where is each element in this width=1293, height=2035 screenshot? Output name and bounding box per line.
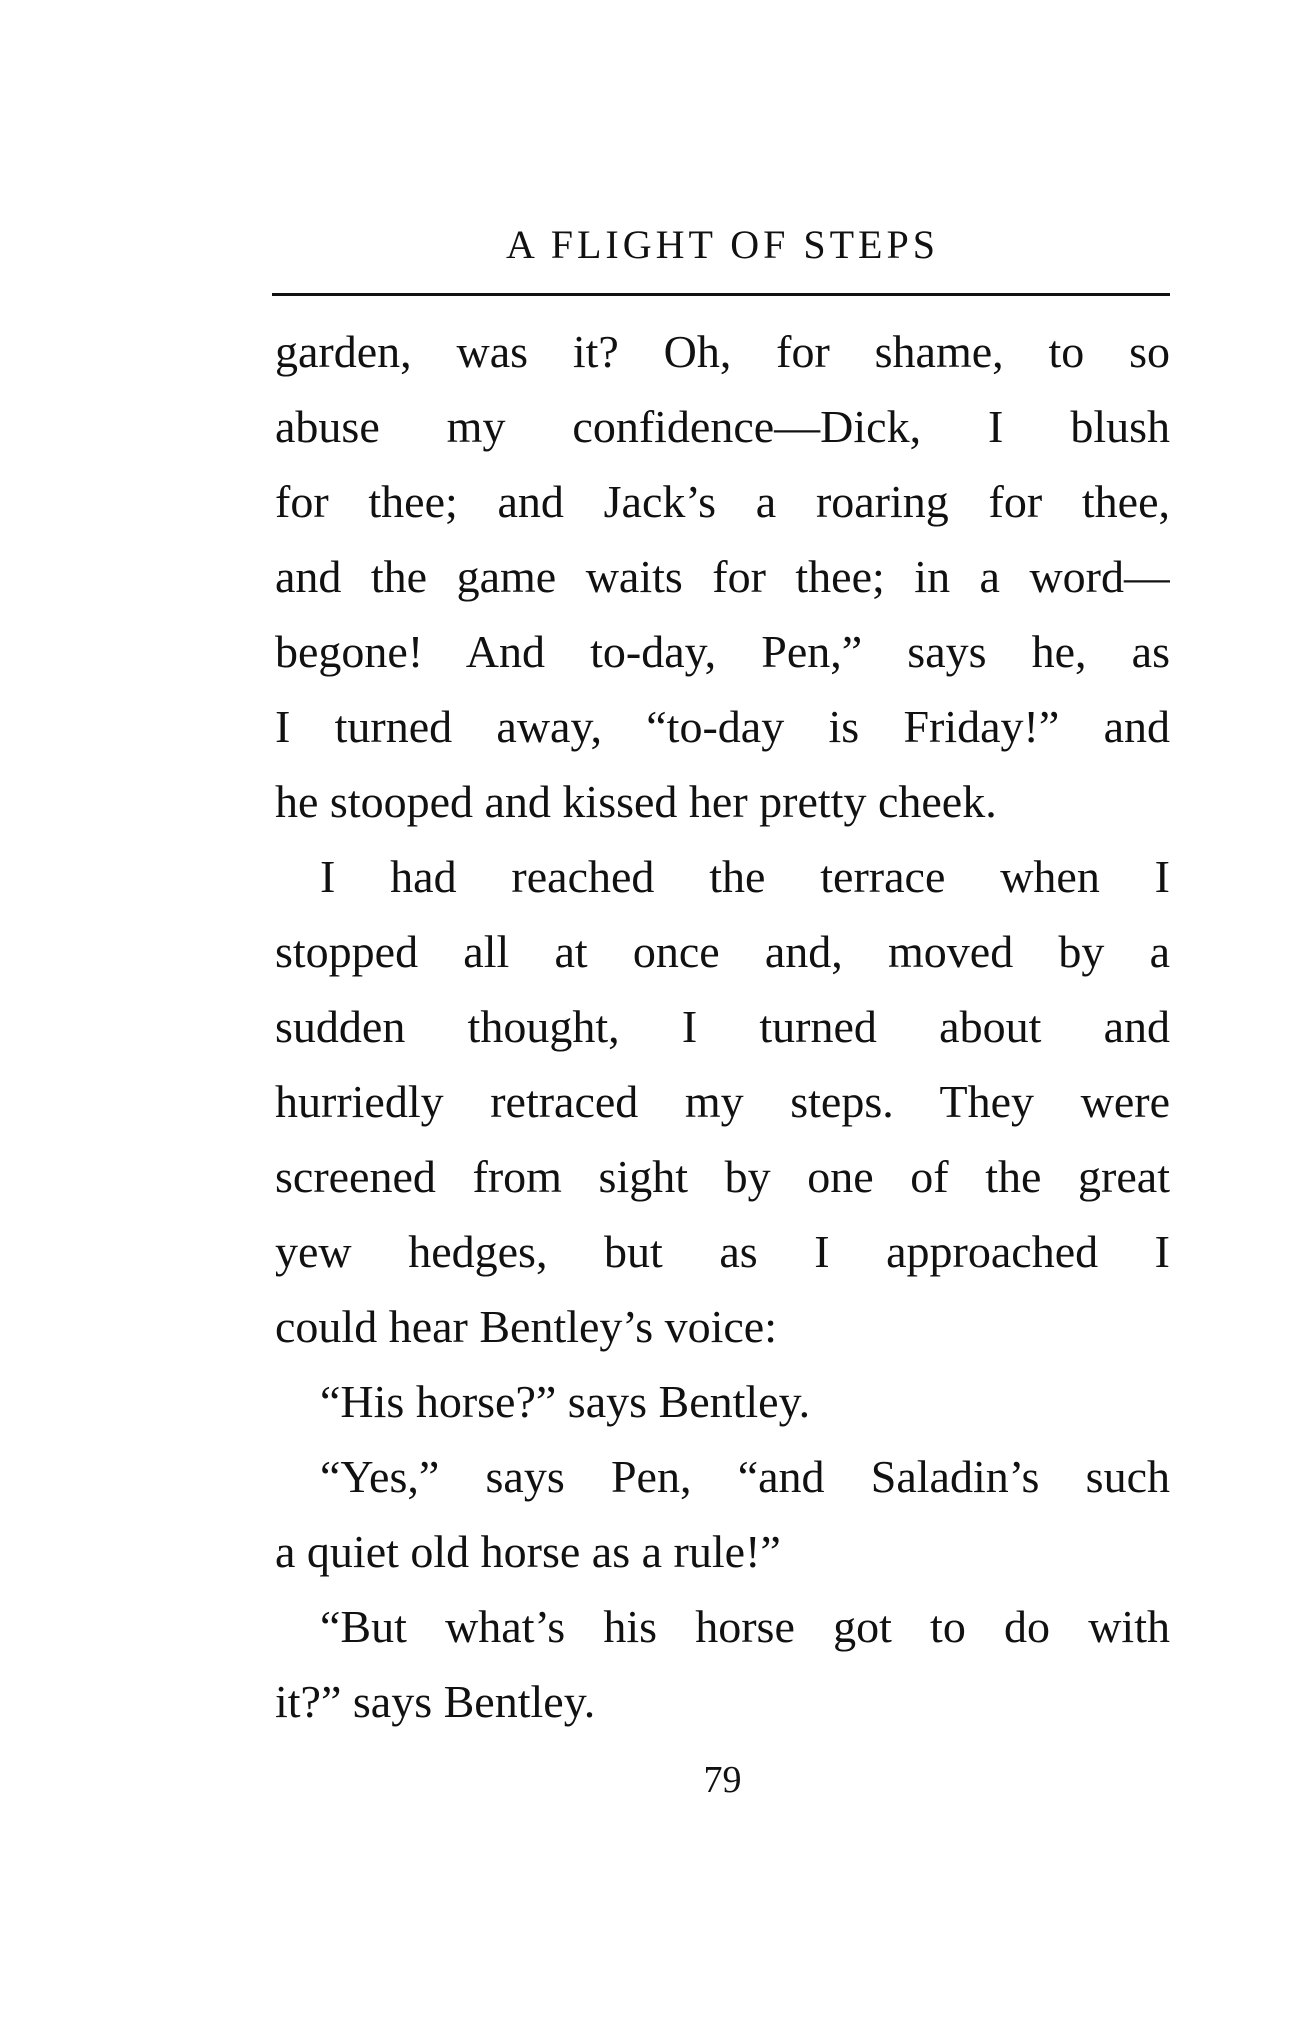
text-line: “Yes,” says Pen, “and Saladin’s such xyxy=(320,1451,1170,1502)
text-line: screened from sight by one of the great xyxy=(275,1151,1170,1202)
text-line: abuse my confidence—Dick, I blush xyxy=(275,401,1170,452)
header-rule xyxy=(272,293,1170,296)
text-line: yew hedges, but as I approached I xyxy=(275,1226,1170,1277)
text-line: “His horse?” says Bentley. xyxy=(320,1376,811,1427)
text-line: a quiet old horse as a rule!” xyxy=(275,1526,781,1577)
text-line: for thee; and Jack’s a roaring for thee, xyxy=(275,476,1170,527)
text-line: I turned away, “to-day is Friday!” and xyxy=(275,701,1170,752)
text-line: garden, was it? Oh, for shame, to so xyxy=(275,326,1170,377)
body-text xyxy=(275,314,1170,1739)
text-line: and the game waits for thee; in a word— xyxy=(275,551,1170,602)
page-number: 79 xyxy=(703,1759,742,1801)
text-line: hurriedly retraced my steps. They were xyxy=(275,1076,1170,1127)
text-line: begone! And to-day, Pen,” says he, as xyxy=(275,626,1170,677)
text-line: “But what’s his horse got to do with xyxy=(320,1601,1170,1652)
text-line: I had reached the terrace when I xyxy=(320,851,1170,902)
text-line: he stooped and kissed her pretty cheek. xyxy=(275,776,997,827)
text-line: it?” says Bentley. xyxy=(275,1676,596,1727)
text-line: stopped all at once and, moved by a xyxy=(275,926,1170,977)
text-line: sudden thought, I turned about and xyxy=(275,1001,1170,1052)
text-line: could hear Bentley’s voice: xyxy=(275,1301,778,1352)
running-head: A FLIGHT OF STEPS xyxy=(506,222,939,267)
